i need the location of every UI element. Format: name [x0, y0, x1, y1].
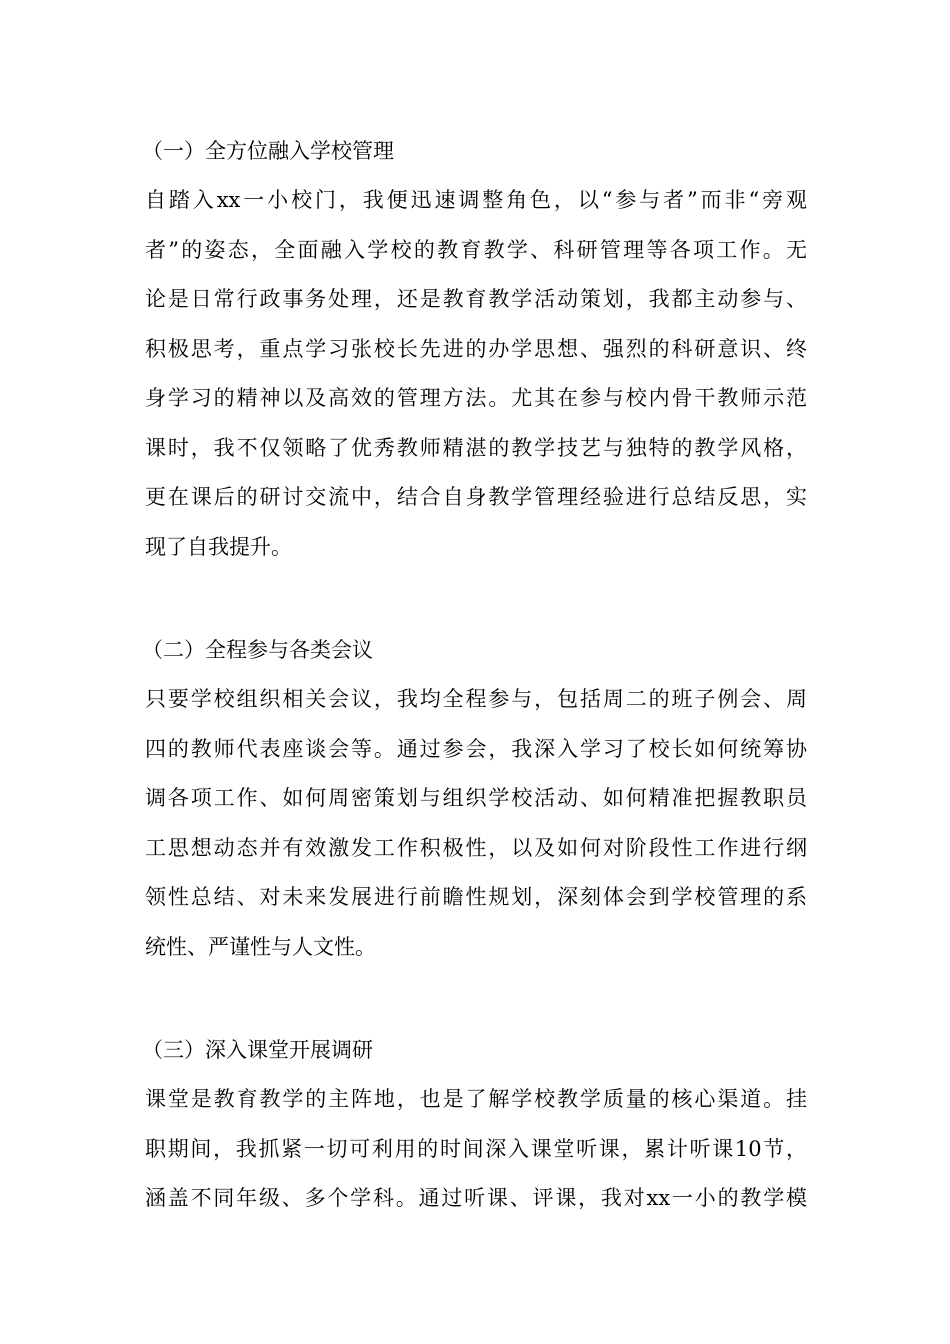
paragraph-line: 涵盖不同年级、多个学科。通过听课、评课，我对xx一小的教学模: [145, 1186, 807, 1210]
section-3: [142, 1025, 807, 1224]
paragraph-line: 现了自我提升。: [145, 534, 292, 559]
paragraph-line: 身学习的精神以及高效的管理方法。尤其在参与校内骨干教师示范: [145, 386, 807, 410]
document-body: [142, 126, 807, 1224]
section-heading: （一）全方位融入学校管理: [142, 139, 394, 163]
paragraph-line: 课时，我不仅领略了优秀教师精湛的教学技艺与独特的教学风格，: [145, 435, 807, 460]
paragraph-line: 职期间，我抓紧一切可利用的时间深入课堂听课，累计听课10节，: [145, 1136, 807, 1161]
paragraph-line: 四的教师代表座谈会等。通过参会，我深入学习了校长如何统筹协: [145, 736, 807, 761]
paragraph-line: 领性总结、对未来发展进行前瞻性规划，深刻体会到学校管理的系: [145, 885, 807, 909]
section-heading: （二）全程参与各类会议: [142, 638, 373, 662]
paragraph-line: 课堂是教育教学的主阵地，也是了解学校教学质量的核心渠道。挂: [145, 1087, 807, 1111]
paragraph-line: 者”的姿态，全面融入学校的教育教学、科研管理等各项工作。无: [145, 237, 807, 262]
section-paragraph: [145, 675, 807, 972]
section-heading: （三）深入课堂开展调研: [142, 1038, 373, 1062]
section-2: [142, 625, 807, 972]
paragraph-line: 积极思考，重点学习张校长先进的办学思想、强烈的科研意识、终: [145, 336, 807, 361]
paragraph-line: 自踏入xx一小校门，我便迅速调整角色，以“参与者”而非“旁观: [145, 188, 807, 212]
paragraph-line: 统性、严谨性与人文性。: [145, 934, 376, 959]
paragraph-line: 更在课后的研讨交流中，结合自身教学管理经验进行总结反思，实: [145, 485, 807, 509]
paragraph-line: 工思想动态并有效激发工作积极性，以及如何对阶段性工作进行纲: [145, 835, 807, 860]
section-paragraph: [145, 176, 807, 572]
paragraph-line: 论是日常行政事务处理，还是教育教学活动策划，我都主动参与、: [145, 287, 807, 311]
section-paragraph: [145, 1075, 807, 1224]
paragraph-line: 调各项工作、如何周密策划与组织学校活动、如何精准把握教职员: [145, 786, 807, 810]
paragraph-line: 只要学校组织相关会议，我均全程参与，包括周二的班子例会、周: [145, 687, 807, 711]
section-1: [142, 126, 807, 572]
